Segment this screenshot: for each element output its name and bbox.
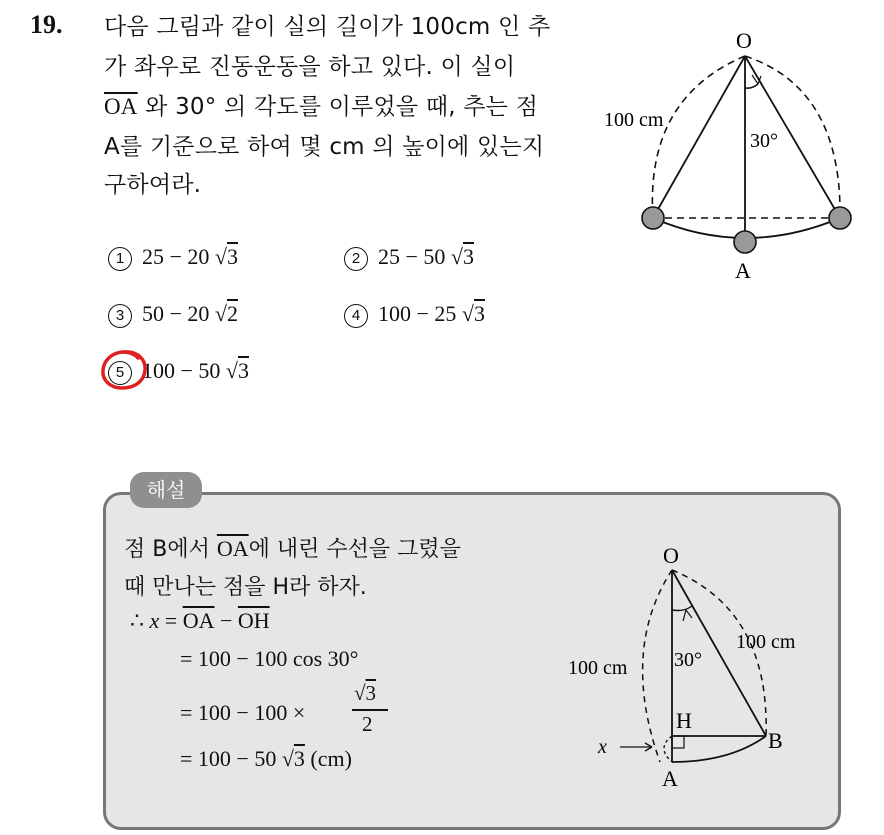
sqrt-icon: √: [214, 244, 227, 269]
choice-4-text: 100 − 25: [378, 301, 457, 326]
solution-line-1: [124, 532, 461, 563]
choice-3-radicand: 2: [227, 301, 238, 326]
choice-4-radicand: 3: [474, 301, 485, 326]
numerator-radicand: 3: [365, 681, 377, 705]
question-line-5: 구하여라.: [104, 172, 202, 198]
label-a: A: [662, 766, 678, 791]
solution-tag: 해설: [130, 472, 202, 508]
minus: −: [214, 608, 238, 633]
therefore-symbol: ∴: [130, 608, 150, 633]
solution-line-2: 때 만나는 점을 H라 하자.: [124, 575, 367, 600]
sqrt-icon: √: [281, 746, 294, 771]
fraction-numerator: [354, 681, 376, 706]
solution-figure: [560, 540, 830, 800]
equation-4-radicand: 3: [293, 746, 305, 771]
answer-mark-icon: [96, 346, 152, 394]
choice-1-text: 25 − 20: [142, 244, 210, 269]
choice-2-radicand: 3: [463, 244, 474, 269]
sqrt-icon: √: [450, 244, 463, 269]
pendulum-figure: [590, 18, 860, 290]
equation-4-unit: (cm): [304, 746, 352, 771]
choice-3[interactable]: [108, 301, 238, 328]
fraction-denominator: 2: [362, 712, 373, 736]
choice-5-mark: 5: [108, 361, 132, 385]
equals: =: [159, 608, 183, 633]
segment-oa: $\overline{OA}$: [216, 536, 249, 561]
segment-oa: $\overline{OA}$: [182, 608, 215, 633]
label-b: B: [768, 728, 783, 753]
choice-4-mark: 4: [344, 304, 368, 328]
label-h: H: [676, 708, 692, 733]
question-line-2: 가 좌우로 진동운동을 하고 있다. 이 실이: [104, 54, 516, 80]
var-x: x: [149, 608, 160, 633]
choice-2[interactable]: [344, 244, 474, 271]
equation-3-text: = 100 − 100 ×: [180, 700, 306, 725]
sqrt-icon: √: [214, 301, 227, 326]
equation-2: = 100 − 100 cos 30°: [180, 646, 359, 671]
segment-oh: $\overline{OH}$: [237, 608, 270, 633]
solution-line-1a: 점 B에서: [124, 537, 217, 562]
label-x: x: [598, 736, 607, 758]
choice-3-mark: 3: [108, 304, 132, 328]
choice-2-mark: 2: [344, 247, 368, 271]
fraction-bar: [352, 709, 388, 711]
choice-3-text: 50 − 20: [142, 301, 210, 326]
equation-1: [130, 608, 270, 634]
choice-1-mark: 1: [108, 247, 132, 271]
question-line-1: 다음 그림과 같이 실의 길이가 100cm 인 추: [104, 14, 551, 40]
equation-4: [180, 746, 352, 772]
label-right-length: 100 cm: [736, 631, 796, 653]
label-o: O: [663, 543, 679, 568]
solution-line-1b: 에 내린 수선을 그렸을: [248, 537, 461, 562]
sqrt-icon: √: [225, 358, 238, 383]
choice-5-text: 100 − 50: [142, 358, 221, 383]
segment-oa: $\overline{OA}$: [104, 94, 138, 119]
equation-4-text: = 100 − 50: [180, 746, 277, 771]
choice-5-radicand: 3: [238, 358, 249, 383]
question-line-3-text: 와 30° 의 각도를 이루었을 때, 추는 점: [137, 94, 539, 120]
choice-2-text: 25 − 50: [378, 244, 446, 269]
question-number: 19.: [30, 10, 63, 39]
sqrt-icon: √: [354, 681, 366, 705]
equation-3: [180, 700, 305, 726]
label-angle: 30°: [750, 130, 778, 152]
label-length: 100 cm: [604, 109, 664, 131]
question-line-3: [104, 92, 538, 122]
question-line-4: A를 기준으로 하여 몇 cm 의 높이에 있는지: [104, 134, 545, 160]
choice-1-radicand: 3: [227, 244, 238, 269]
choice-4[interactable]: [344, 301, 485, 328]
label-a: A: [735, 258, 751, 283]
label-o: O: [736, 28, 752, 53]
sqrt-icon: √: [461, 301, 474, 326]
label-angle: 30°: [674, 649, 702, 671]
label-left-length: 100 cm: [568, 657, 628, 679]
choice-1[interactable]: [108, 244, 238, 271]
